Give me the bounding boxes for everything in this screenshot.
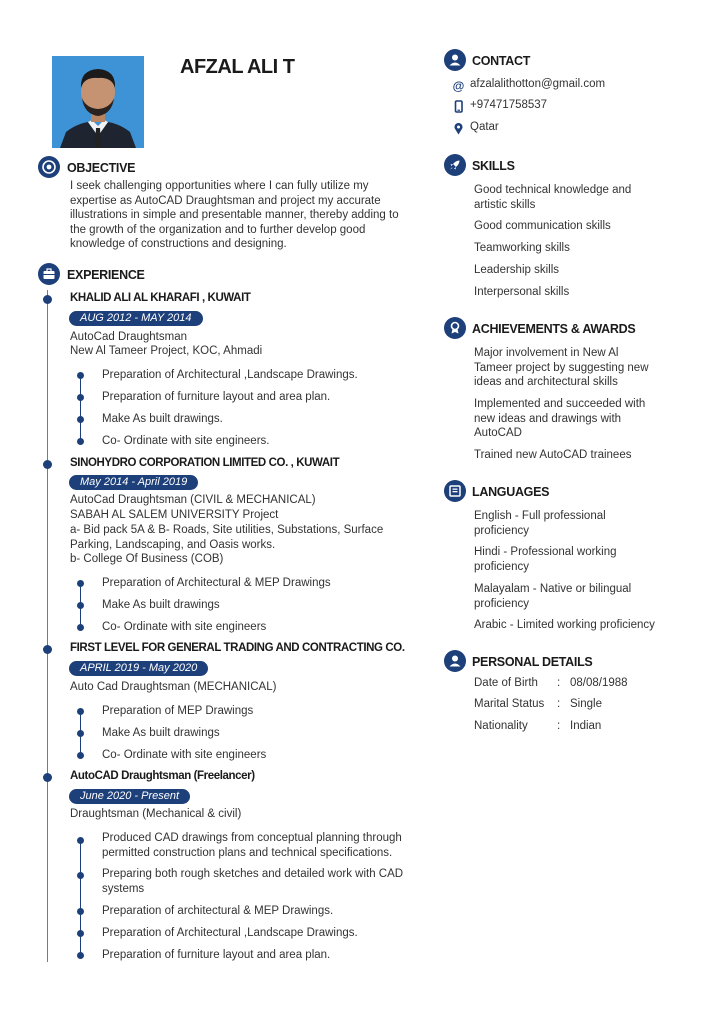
job-detail: AutoCad Draughtsman (CIVIL & MECHANICAL) [70,494,316,506]
achievement-line: ideas and architectural skills [474,376,618,389]
achievement-item [474,346,649,390]
objective-line: expertise as AutoCAD Draughtsman and project my accurate [70,194,381,207]
email-icon [452,79,465,92]
contact-phone[interactable]: +97471758537 [470,99,548,111]
job-period-badge: AUG 2012 - MAY 2014 [69,311,203,326]
language-line: Hindi - Professional working [474,546,617,558]
contact-location: Qatar [470,121,499,133]
personal-value: Indian [570,720,602,732]
job-bullet: Preparation of MEP Drawings [102,705,254,717]
job-bullet: Co- Ordinate with site engineers [102,749,267,761]
skill-item [474,183,631,212]
job-bullet: Preparation of furniture layout and area plan. [102,391,331,403]
job-bullet: systems [102,883,145,895]
timeline-line [47,290,48,962]
job-bullet: Preparation of Architectural ,Landscape Drawings. [102,369,358,381]
language-item [474,509,606,538]
portrait-image [52,56,144,148]
bullet-connector [80,840,81,956]
job-detail: Auto Cad Draughtsman (MECHANICAL) [70,681,277,693]
achievement-line: new ideas and drawings with [474,412,622,425]
job-company: AutoCAD Draughtsman (Freelancer) [70,770,255,782]
personal-label: Marital Status [474,698,545,710]
language-book-icon [444,480,466,502]
bullet-dot [77,394,84,401]
timeline-dot [43,295,52,304]
personal-label: Nationality [474,720,528,732]
rocket-icon [444,154,466,176]
skill-line: artistic skills [474,198,536,211]
job-bullet: Make As built drawings [102,727,220,739]
bullet-dot [77,624,84,631]
objective-text [70,179,399,252]
achievement-line: Implemented and succeeded with [474,398,646,410]
bullet-dot [77,752,84,759]
job-bullet: Preparation of Architectural & MEP Drawings [102,577,331,589]
candidate-name: AFZAL ALI T [180,56,295,78]
skill-item: Interpersonal skills [474,286,570,298]
language-item: Arabic - Limited working proficiency [474,619,655,631]
job-bullet: Co- Ordinate with site engineers. [102,435,270,447]
job-period-badge: May 2014 - April 2019 [69,475,198,490]
job-bullet: Make As built drawings. [102,413,223,425]
location-pin-icon [452,122,465,135]
achievements-title: ACHIEVEMENTS & AWARDS [472,322,636,336]
personal-value: Single [570,698,602,710]
award-icon [444,317,466,339]
skill-item: Teamworking skills [474,242,570,254]
job-detail: SABAH AL SALEM UNIVERSITY Project [70,509,279,521]
achievement-item [474,397,645,441]
language-line: Malayalam - Native or bilingual [474,583,632,595]
phone-icon [452,100,465,113]
timeline-dot [43,773,52,782]
job-bullet: Co- Ordinate with site engineers [102,621,267,633]
objective-line: knowledge of constructions and designing. [70,238,287,251]
bullet-dot [77,837,84,844]
bullet-connector [80,375,81,442]
bullet-dot [77,438,84,445]
skill-item: Leadership skills [474,264,560,276]
bullet-dot [77,952,84,959]
language-line: proficiency [474,597,529,610]
achievement-line: Tameer project by suggesting new [474,361,649,374]
job-company: FIRST LEVEL FOR GENERAL TRADING AND CONTRACTING CO. [70,642,405,654]
objective-line: illustrations in simple and presentable manner, thereby adding to [70,209,399,222]
job-detail: a- Bid pack 5A & B- Roads, Site utilities, Substations, Surface [70,524,384,536]
job-company: SINOHYDRO CORPORATION LIMITED CO. , KUWAIT [70,457,340,469]
job-bullet: Produced CAD drawings from conceptual planning through [102,832,402,844]
language-line: proficiency [474,524,529,537]
job-bullet: Preparation of furniture layout and area plan. [102,949,331,961]
job-company: KHALID ALI AL KHARAFI , KUWAIT [70,292,251,304]
bullet-dot [77,602,84,609]
languages-title: LANGUAGES [472,485,550,499]
achievement-line: AutoCAD [474,427,522,440]
bullet-dot [77,372,84,379]
skills-title: SKILLS [472,159,515,173]
job-bullet: Preparing both rough sketches and detailed work with CAD [102,868,404,880]
objective-line: I seek challenging opportunities where I can fully utilize my [70,180,369,192]
language-item [474,545,617,574]
job-period-badge: June 2020 - Present [69,789,190,804]
personal-value: 08/08/1988 [570,677,628,689]
profile-photo [52,56,144,148]
skill-item: Good communication skills [474,220,611,232]
bullet-dot [77,580,84,587]
timeline-dot [43,645,52,654]
objective-title: OBJECTIVE [67,161,136,175]
job-detail: b- College Of Business (COB) [70,553,224,565]
briefcase-icon [38,263,60,285]
language-line: English - Full professional [474,510,606,522]
job-detail: New Al Tameer Project, KOC, Ahmadi [70,345,263,357]
target-icon [38,156,60,178]
achievement-item: Trained new AutoCAD trainees [474,449,632,461]
skill-line: Good technical knowledge and [474,184,632,196]
objective-line: the growth of the organization and to further develop good [70,223,366,236]
personal-title: PERSONAL DETAILS [472,655,593,669]
svg-text:@: @ [452,79,465,92]
job-detail: AutoCad Draughtsman [70,331,187,343]
job-period-badge: APRIL 2019 - May 2020 [69,661,208,676]
contact-title: CONTACT [472,54,531,68]
bullet-dot [77,730,84,737]
job-detail: Draughtsman (Mechanical & civil) [70,808,242,820]
personal-label: Date of Birth [474,677,538,689]
experience-title: EXPERIENCE [67,268,145,282]
bullet-dot [77,930,84,937]
job-bullet: permitted construction plans and technical specifications. [102,847,393,859]
bullet-dot [77,708,84,715]
person-icon [444,49,466,71]
job-bullet: Preparation of Architectural ,Landscape Drawings. [102,927,358,939]
job-bullet: Preparation of architectural & MEP Drawings. [102,905,334,917]
bullet-dot [77,872,84,879]
personal-separator: : [557,698,561,710]
language-item [474,582,631,611]
job-bullet: Make As built drawings [102,599,220,611]
contact-email[interactable]: afzalalithotton@gmail.com [470,78,606,90]
bullet-dot [77,416,84,423]
achievement-line: Major involvement in New Al [474,347,619,359]
language-line: proficiency [474,560,529,573]
job-detail: Parking, Landscaping, and Oasis works. [70,539,276,551]
bullet-dot [77,908,84,915]
person-icon [444,650,466,672]
timeline-dot [43,460,52,469]
personal-separator: : [557,720,561,732]
personal-separator: : [557,677,561,689]
